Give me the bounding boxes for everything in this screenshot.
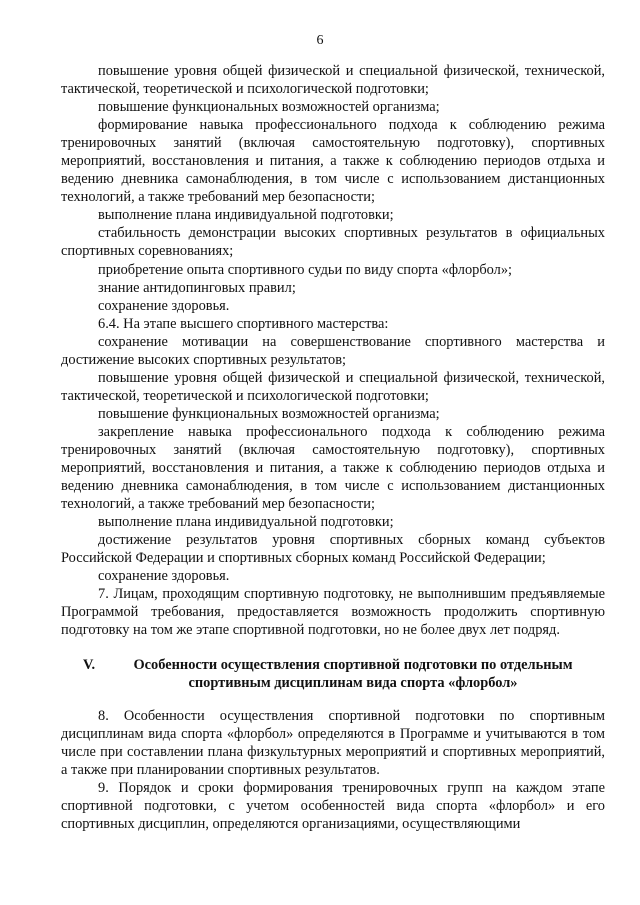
section-number: V. — [83, 656, 96, 673]
paragraph: приобретение опыта спортивного судьи по виду спорта «флорбол»; — [98, 261, 513, 278]
paragraph: выполнение плана индивидуальной подготовки; — [98, 514, 394, 531]
paragraph: стабильность демонстрации высоких спортивных результатов в официальных спортивных соревнованиях; — [61, 225, 605, 260]
paragraph: формирование навыка профессионального подхода к соблюдению режима тренировочных занятий (включая самостоятельную подготовку), спортивных мероприятий, восстановления и питания, а также к соблюдению периодов отдыха и ведению дневника самонаблюдения, в том числе с использованием дистанционных технологий, а также требований мер безопасности; — [61, 117, 605, 206]
paragraph: выполнение плана индивидуальной подготовки; — [98, 207, 394, 224]
paragraph: сохранение здоровья. — [98, 568, 230, 585]
paragraph: сохранение здоровья. — [98, 297, 230, 314]
paragraph: сохранение мотивации на совершенствование спортивного мастерства и достижение высоких спортивных результатов; — [61, 333, 605, 368]
paragraph: повышение уровня общей физической и специальной физической, технической, тактической, теоретической и психологической подготовки; — [61, 63, 605, 98]
paragraph: повышение уровня общей физической и специальной физической, технической, тактической, теоретической и психологической подготовки; — [61, 369, 605, 404]
paragraph: знание антидопинговых правил; — [98, 279, 296, 296]
paragraph: 9. Порядок и сроки формирования тренировочных групп на каждом этапе спортивной подготовки, с учетом особенностей вида спорта «флорбол» и его спортивных дисциплин, определяются организациями, осуществляющими — [61, 779, 605, 832]
paragraph: повышение функциональных возможностей организма; — [98, 405, 440, 422]
paragraph: достижение результатов уровня спортивных сборных команд субъектов Российской Федерации и спортивных сборных команд Российской Федерации; — [61, 532, 605, 567]
paragraph: повышение функциональных возможностей организма; — [98, 99, 440, 116]
section-heading — [61, 656, 605, 692]
page-number: 6 — [316, 33, 324, 48]
paragraph: 8. Особенности осуществления спортивной подготовки по спортивным дисциплинам вида спорта «флорбол» определяются в Программе и учитываются в том числе при составлении плана физкультурных мероприятий и спортивных мероприятий, а также при планировании спортивных результатов. — [61, 707, 605, 778]
paragraph: закрепление навыка профессионального подхода к соблюдению режима тренировочных занятий (включая самостоятельную подготовку), спортивных мероприятий, восстановления и питания, а также к соблюдению периодов отдыха и ведению дневника самонаблюдения, в том числе с использованием дистанционных технологий, а также требований мер безопасности; — [61, 423, 605, 513]
section-title: Особенности осуществления спортивной подготовки по отдельным спортивным дисциплинам вида спорта «флорбол» — [133, 656, 573, 691]
document-body — [61, 62, 605, 833]
paragraph: 7. Лицам, проходящим спортивную подготовку, не выполнившим предъявляемые Программой требования, предоставляется возможность продолжить спортивную подготовку на том же этапе спортивной подготовки, но не более двух лет подряд. — [61, 586, 605, 639]
paragraph: 6.4. На этапе высшего спортивного мастерства: — [98, 315, 389, 332]
